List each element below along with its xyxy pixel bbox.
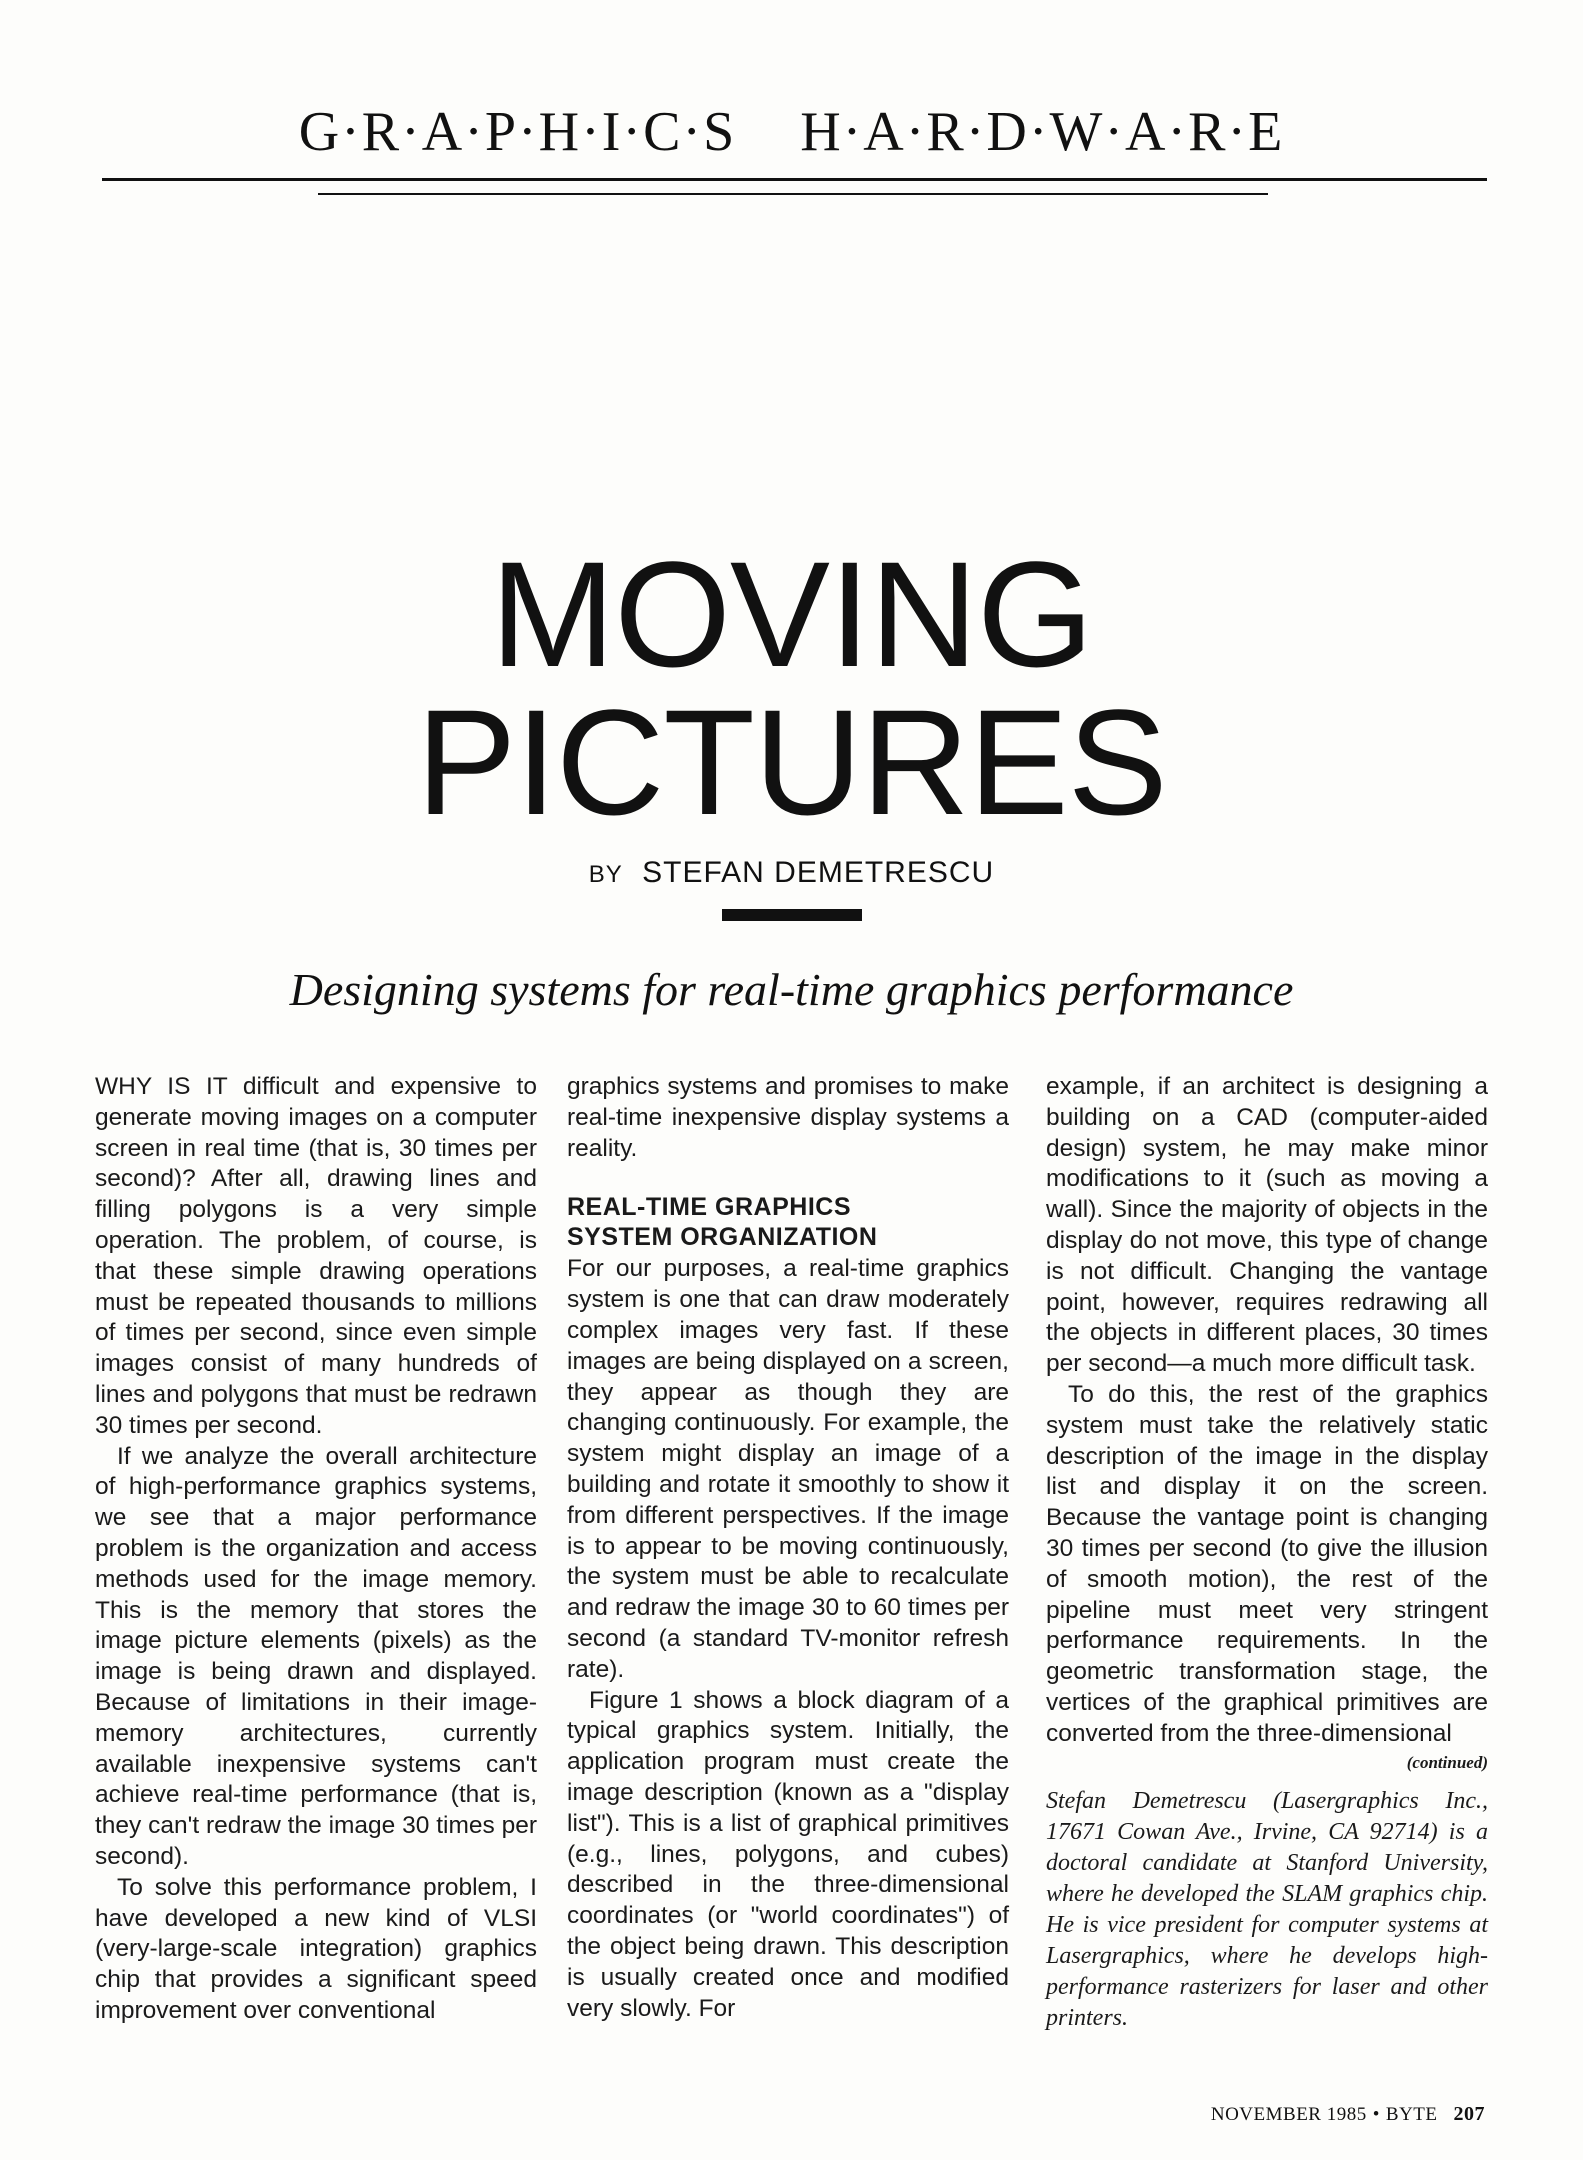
footer-issue: NOVEMBER 1985 <box>1210 2104 1367 2125</box>
header-subrule <box>318 193 1268 195</box>
article-deck: Designing systems for real-time graphics performance <box>289 964 1294 1015</box>
paragraph: example, if an architect is designing a building on a CAD (computer-aided design) system, he may make minor modifications to it (such as moving a wall). Since the majority of objects in the display do not move, this type of change is not difficult. Changing the vantage point, however, requires redrawing all the objects in different places, 30 times per second—a much more difficult task. <box>1046 1073 1488 1378</box>
continued-label: (continued) <box>1406 1752 1488 1772</box>
page-number: 207 <box>1453 2103 1485 2125</box>
byline-bar <box>722 909 862 921</box>
byline-prefix: BY <box>588 861 623 888</box>
section-subhead <box>567 1192 1009 1252</box>
title-line-1: MOVING <box>490 530 1093 698</box>
article-title <box>0 530 1583 846</box>
title-line-2: PICTURES <box>416 678 1167 846</box>
byline-author: STEFAN DEMETRESCU <box>642 856 995 889</box>
section-header <box>0 100 1583 180</box>
paragraph: For our purposes, a real-time graphics system is one that can draw moderately complex images very fast. If these images are being displayed on a screen, they appear as though they are changing continuously. For example, the system might display an image of a building and rotate it smoothly to show it from different perspectives. If the image is to appear to be moving continuously, the system must be able to recalculate and redraw the image 30 to 60 times per second (a standard TV-monitor refresh rate). <box>567 1255 1009 1683</box>
section-word-hardware: H·A·R·D·W·A·R·E <box>800 101 1285 163</box>
section-word-graphics: G·R·A·P·H·I·C·S <box>298 101 737 163</box>
header-rule <box>102 178 1487 181</box>
body-column-2 <box>567 1072 1009 2024</box>
footer-magazine: BYTE <box>1385 2104 1438 2125</box>
paragraph: graphics systems and promises to make real-time inexpensive display systems a reality. <box>567 1073 1009 1162</box>
subhead-line-1: REAL-TIME GRAPHICS <box>567 1193 851 1222</box>
page-footer <box>1180 2103 1485 2126</box>
byline <box>0 856 1583 890</box>
paragraph: To do this, the rest of the graphics system must take the relatively static description of the image in the display list and display it on the screen. Because the vantage point is changing 30 times per second (to give the illusion of smooth motion), the rest of the pipeline must meet very stringent performance requirements. In the geometric transformation stage, the vertices of the graphical primitives are converted from the three-dimensional <box>1046 1380 1488 1747</box>
paragraph: Figure 1 shows a block diagram of a typical graphics system. Initially, the application program must create the image description (known as a "display list"). This is a list of graphical primitives (e.g., lines, polygons, and cubes) described in the three-dimensional coordinates (or "world coordinates") of the object being drawn. This description is usually created once and modified very slowly. For <box>567 1686 1009 2022</box>
body-column-3 <box>1046 1072 1488 2034</box>
subhead-line-2: SYSTEM ORGANIZATION <box>567 1223 878 1252</box>
paragraph: WHY IS IT difficult and expensive to generate moving images on a computer screen in real time (that is, 30 times per second)? After all, drawing lines and filling polygons is a very simple operation. The problem, of course, is that these simple drawing operations must be repeated thousands to millions of times per second, since even simple images consist of many hundreds of lines and polygons that must be redrawn 30 times per second. <box>95 1073 537 1439</box>
body-column-1 <box>95 1072 537 2027</box>
paragraph: To solve this performance problem, I have developed a new kind of VLSI (very-large-scale integration) graphics chip that provides a significant speed improvement over conventional <box>95 1873 537 2024</box>
author-bio: Stefan Demetrescu (Lasergraphics Inc., 17671 Cowan Ave., Irvine, CA 92714) is a doctoral candidate at Stanford University, where he developed the SLAM graphics chip. He is vice president for computer systems at Lasergraphics, where he develops high-performance rasterizers for laser and other printers. <box>1046 1787 1488 2031</box>
footer-separator: • <box>1372 2104 1380 2125</box>
paragraph: If we analyze the overall architecture of high-performance graphics systems, we see that a major performance problem is the organization and access methods used for the image memory. This is the memory that stores the image picture elements (pixels) as the image is being drawn and displayed. Because of limitations in their image-memory architectures, currently available inexpensive systems can't achieve real-time performance (that is, they can't redraw the image 30 times per second). <box>95 1442 537 1870</box>
